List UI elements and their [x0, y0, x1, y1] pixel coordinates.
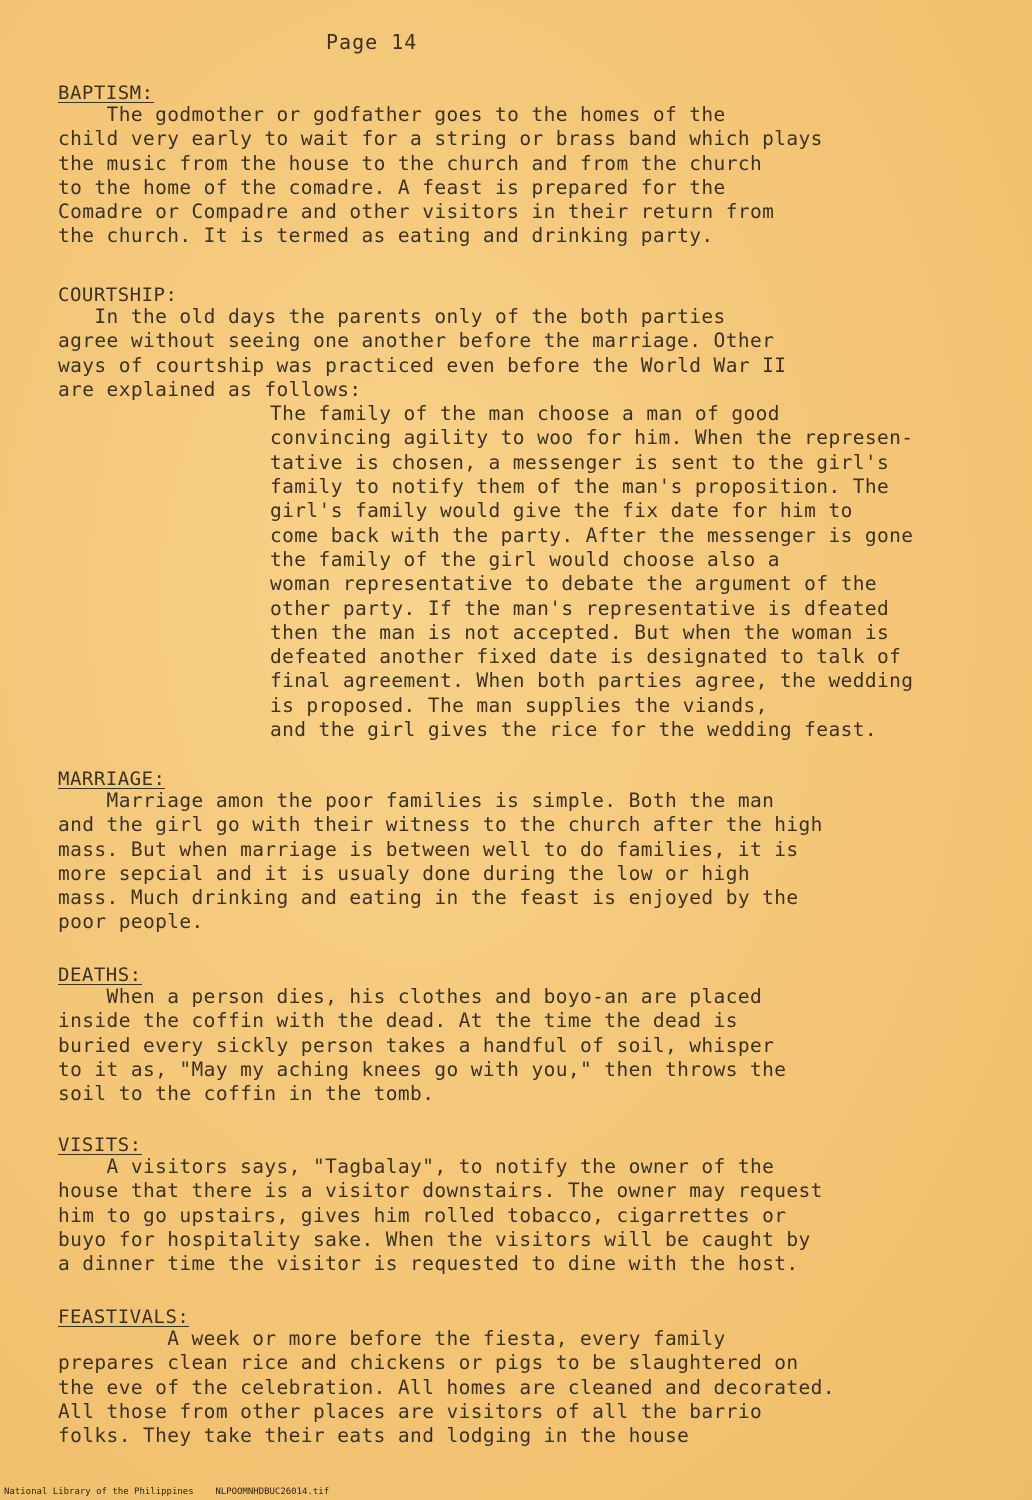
section-heading: VISITS:: [58, 1134, 142, 1156]
section-baptism: [58, 84, 978, 249]
text-line: folks. They take their eats and lodging in the house: [58, 1424, 690, 1448]
text-line: woman representative to debate the argument of the: [270, 572, 877, 596]
section-heading: FEASTIVALS:: [58, 1306, 190, 1328]
section-heading: DEATHS:: [58, 964, 142, 986]
text-line: tative is chosen, a messenger is sent to the girl's: [270, 450, 890, 474]
section-heading: BAPTISM:: [58, 82, 154, 104]
text-line: other party. If the man's representative is dfeated: [270, 596, 890, 620]
text-line: prepares clean rice and chickens or pigs to be slaughtered on: [58, 1351, 799, 1375]
text-line: a dinner time the visitor is requested to dine with the host.: [58, 1252, 799, 1276]
text-line: All those from other places are visitors of all the barrio: [58, 1399, 763, 1423]
text-line: mass. Much drinking and eating in the feast is enjoyed by the: [58, 886, 799, 910]
section-marriage: [58, 770, 978, 935]
text-line: to it as, "May my aching knees go with you," then throws the: [58, 1057, 787, 1081]
text-line: agree without seeing one another before the marriage. Other: [58, 329, 775, 353]
text-line: is proposed. The man supplies the viands,: [270, 693, 768, 717]
text-line: poor people.: [58, 910, 204, 934]
section-heading: COURTSHIP:: [58, 284, 178, 306]
text-line: A week or more before the fiesta, every family: [58, 1327, 726, 1350]
text-line: mass. But when marriage is between well to do families, it is: [58, 837, 799, 861]
text-line: The godmother or godfather goes to the homes of the: [58, 103, 726, 126]
text-line: the eve of the celebration. All homes are cleaned and decorated.: [58, 1375, 835, 1399]
text-line: buried every sickly person takes a handful of soil, whisper: [58, 1033, 775, 1057]
text-line: house that there is a visitor downstairs. The owner may request: [58, 1179, 823, 1203]
text-line: inside the coffin with the dead. At the time the dead is: [58, 1009, 738, 1033]
text-line: are explained as follows:: [58, 377, 362, 401]
text-line: and the girl go with their witness to the church after the high: [58, 813, 823, 837]
text-line: In the old days the parents only of the both parties: [58, 305, 726, 328]
text-line: The family of the man choose a man of good: [270, 402, 780, 426]
text-line: and the girl gives the rice for the wedding feast.: [270, 718, 877, 742]
section-feastivals: [58, 1308, 978, 1448]
text-line: then the man is not accepted. But when the woman is: [270, 620, 890, 644]
archive-footer: National Library of the Philippines NLPOOMNHDBUC26014.tif: [4, 1487, 330, 1497]
text-line: the music from the house to the church and from the church: [58, 151, 763, 175]
section-deaths: [58, 966, 978, 1106]
text-line: soil to the coffin in the tomb.: [58, 1082, 435, 1106]
text-line: him to go upstairs, gives him rolled tobacco, cigarrettes or: [58, 1203, 787, 1227]
text-line: child very early to wait for a string or brass band which plays: [58, 127, 823, 151]
text-line: more sepcial and it is usualy done during the low or high: [58, 861, 750, 885]
text-line: Marriage amon the poor families is simple. Both the man: [58, 789, 775, 812]
section-heading: MARRIAGE:: [58, 768, 166, 790]
text-line: buyo for hospitality sake. When the visitors will be caught by: [58, 1227, 811, 1251]
text-line: come back with the party. After the messenger is gone: [270, 523, 914, 547]
text-line: Comadre or Compadre and other visitors in their return from: [58, 200, 775, 224]
text-line: the family of the girl would choose also a: [270, 547, 780, 571]
text-line: defeated another fixed date is designated to talk of: [270, 645, 902, 669]
text-line: the church. It is termed as eating and drinking party.: [58, 224, 714, 248]
text-line: girl's family would give the fix date for him to: [270, 499, 853, 523]
section-courtship: [58, 286, 978, 742]
text-line: convincing agility to woo for him. When the represen-: [270, 426, 914, 450]
text-line: ways of courtship was practiced even before the World War II: [58, 353, 787, 377]
text-line: family to notify them of the man's proposition. The: [270, 475, 890, 499]
section-visits: [58, 1136, 978, 1276]
page-number: Page 14: [326, 30, 418, 54]
text-line: When a person dies, his clothes and boyo-an are placed: [58, 985, 763, 1008]
text-line: A visitors says, "Tagbalay", to notify the owner of the: [58, 1155, 775, 1178]
text-line: final agreement. When both parties agree, the wedding: [270, 669, 914, 693]
text-line: to the home of the comadre. A feast is prepared for the: [58, 175, 726, 199]
